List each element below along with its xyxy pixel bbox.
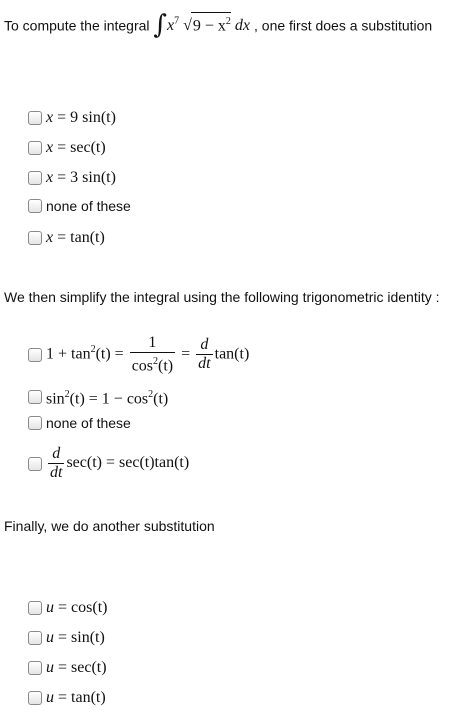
q1-option-5[interactable] (28, 228, 105, 248)
integral-expression (153, 9, 254, 40)
checkbox[interactable] (28, 171, 42, 185)
option-label: u = cos(t) (46, 599, 108, 616)
question-1-prompt (4, 9, 433, 40)
checkbox[interactable] (28, 390, 42, 404)
checkbox[interactable] (28, 457, 42, 471)
q2-option-3[interactable] (28, 415, 131, 431)
q1-option-2[interactable] (28, 138, 106, 158)
integral-power: 7 (174, 16, 180, 27)
checkbox[interactable] (28, 231, 42, 245)
q3-option-1[interactable] (28, 598, 107, 618)
radicand-text: 9 − x (192, 17, 226, 35)
option-label: x = tan(t) (46, 229, 105, 246)
checkbox[interactable] (28, 661, 42, 675)
sqrt-radicand (191, 12, 231, 35)
integral-dx: dx (234, 17, 250, 35)
option-label: x = 9 sin(t) (46, 109, 116, 126)
checkbox[interactable] (28, 631, 42, 645)
q2-option-1[interactable] (28, 334, 249, 375)
q3-option-3[interactable] (28, 658, 107, 678)
checkbox[interactable] (28, 111, 42, 125)
q1-option-4[interactable] (28, 198, 131, 214)
sqrt-sign: √ (183, 17, 192, 35)
q1-text-before: To compute the integral (4, 17, 150, 34)
checkbox[interactable] (28, 691, 42, 705)
q1-option-1[interactable] (28, 108, 116, 128)
option-label: $\frac{d}{dt}$ sec(t) = sec(t)tan(t) (50, 445, 190, 481)
question-3-prompt: Finally, we do another substitution (4, 518, 215, 534)
option-label: $1 + \tan^2(t)$ = $\frac{1}{\cos^2(t)}$ = $\frac{d}{dt}$ tan(t) (46, 334, 250, 375)
question-2-prompt: We then simplify the integral using the following trigonometric identity : (4, 289, 440, 305)
checkbox[interactable] (28, 199, 42, 213)
q3-option-4[interactable] (28, 688, 106, 708)
derivative-operator: $\frac{d}{dt}$ (50, 445, 63, 481)
integral-var: x (166, 17, 175, 35)
q1-option-3[interactable] (28, 168, 116, 188)
checkbox[interactable] (28, 416, 42, 430)
integral-sign: ∫ (153, 9, 167, 40)
option-label: u = sec(t) (46, 659, 107, 676)
option-label: none of these (46, 198, 131, 214)
fraction: $\frac{1}{\cos^2(t)}$ (131, 334, 174, 375)
option-label: x = sec(t) (46, 139, 106, 156)
checkbox[interactable] (28, 141, 42, 155)
q1-text-after: , one first does a substitution (254, 17, 433, 34)
option-label: $\sin^2(t) = 1 - \cos^2(t)$ (46, 389, 169, 408)
checkbox[interactable] (28, 348, 42, 362)
option-label: x = 3 sin(t) (46, 169, 116, 186)
derivative-operator: $\frac{d}{dt}$ (198, 336, 211, 373)
option-label: none of these (46, 415, 131, 431)
q3-option-2[interactable] (28, 628, 105, 648)
radicand-power: 2 (225, 16, 231, 27)
option-label: u = sin(t) (46, 629, 105, 646)
checkbox[interactable] (28, 601, 42, 615)
q2-option-4[interactable] (28, 445, 189, 482)
option-label: u = tan(t) (46, 689, 106, 706)
q2-option-2[interactable] (28, 385, 168, 409)
